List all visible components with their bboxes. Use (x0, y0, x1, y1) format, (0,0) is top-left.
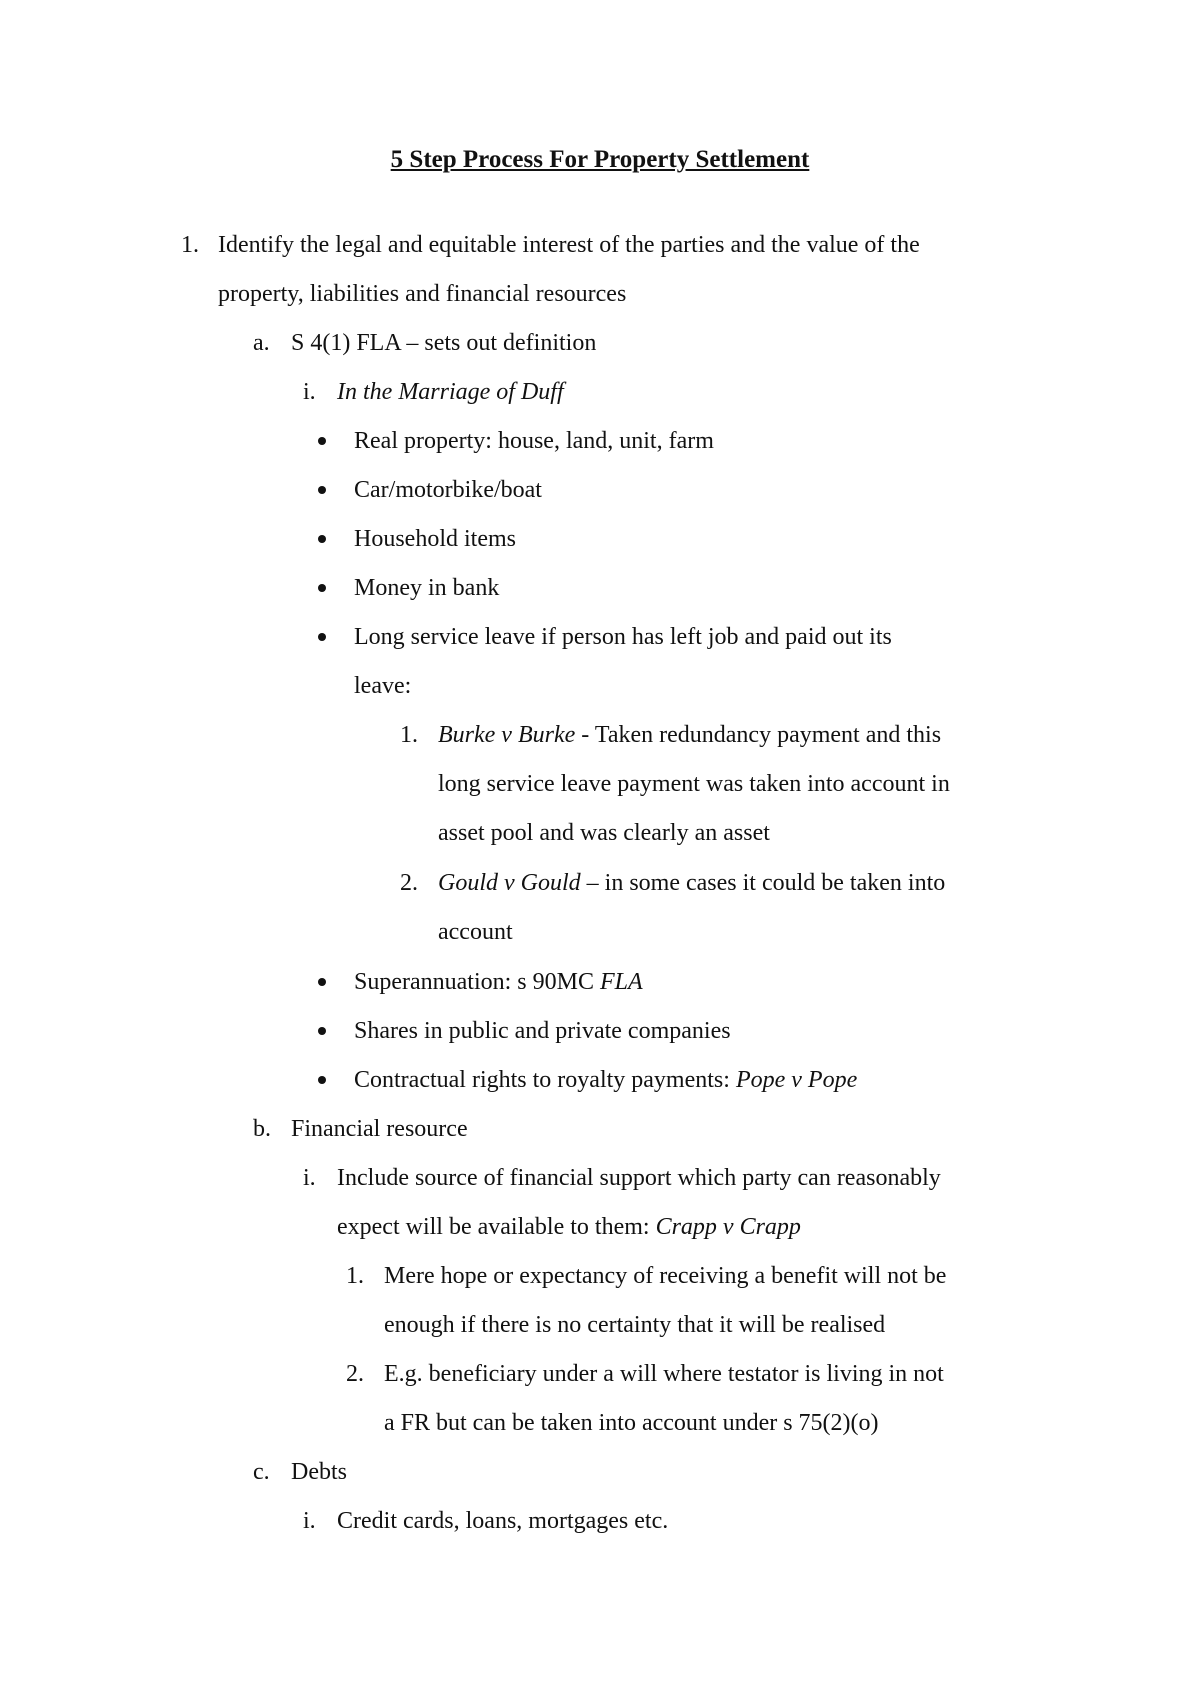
bullet-icon (318, 1027, 326, 1035)
item-b-2-number: 2. (346, 1361, 364, 1387)
step-1-text-line-2: property, liabilities and financial resources (218, 281, 627, 307)
burke-number: 1. (400, 722, 418, 748)
item-b-1-line-2: enough if there is no certainty that it will be realised (384, 1312, 886, 1338)
bullet-icon (318, 978, 326, 986)
superannuation-act: FLA (600, 969, 643, 995)
bullet-icon (318, 633, 326, 641)
bullet-shares: Shares in public and private companies (354, 1018, 731, 1044)
bullet-household: Household items (354, 526, 516, 552)
bullet-icon (318, 486, 326, 494)
gould-line-2: account (438, 919, 513, 945)
burke-line-3: asset pool and was clearly an asset (438, 820, 770, 846)
bullet-icon (318, 584, 326, 592)
gould-line-1 (438, 868, 945, 898)
item-c-i-marker: i. (303, 1508, 316, 1534)
bullet-lsl-line-1: Long service leave if person has left job and paid out its (354, 624, 892, 650)
bullet-car: Car/motorbike/boat (354, 477, 542, 503)
item-b-2-line-1: E.g. beneficiary under a will where testator is living in not (384, 1361, 944, 1387)
item-a-i-marker: i. (303, 379, 316, 405)
item-c-i-text: Credit cards, loans, mortgages etc. (337, 1508, 669, 1534)
bullet-lsl-line-2: leave: (354, 673, 412, 699)
item-c-marker: c. (253, 1459, 270, 1485)
item-b-i-line-1: Include source of financial support which party can reasonably (337, 1165, 941, 1191)
step-1-text-line-1: Identify the legal and equitable interest of the parties and the value of the (218, 232, 920, 258)
item-a-text: S 4(1) FLA – sets out definition (291, 330, 597, 356)
item-b-text: Financial resource (291, 1116, 468, 1142)
item-b-i-marker: i. (303, 1165, 316, 1191)
bullet-money: Money in bank (354, 575, 500, 601)
bullet-icon (318, 1076, 326, 1084)
bullet-icon (318, 437, 326, 445)
item-b-i-line-2 (337, 1212, 801, 1242)
item-b-2-line-2: a FR but can be taken into account under s 75(2)(o) (384, 1410, 879, 1436)
burke-line-2: long service leave payment was taken into account in (438, 771, 950, 797)
burke-separator: - (575, 722, 595, 748)
item-b-1-number: 1. (346, 1263, 364, 1289)
burke-line-1 (438, 720, 941, 750)
bullet-icon (318, 535, 326, 543)
bullet-royalty (354, 1065, 857, 1095)
item-c-text: Debts (291, 1459, 347, 1485)
step-1-number: 1. (181, 232, 199, 258)
item-b-marker: b. (253, 1116, 271, 1142)
item-a-marker: a. (253, 330, 270, 356)
case-burke: Burke v Burke (438, 722, 576, 748)
document-title: 5 Step Process For Property Settlement (390, 146, 810, 173)
bullet-superannuation (354, 967, 643, 997)
gould-text: – in some cases it could be taken into (580, 870, 946, 896)
gould-number: 2. (400, 870, 418, 896)
case-gould: Gould v Gould (438, 870, 581, 896)
burke-text: Taken redundancy payment and this (594, 722, 942, 748)
royalty-text: Contractual rights to royalty payments: (354, 1067, 736, 1093)
item-b-i-text: expect will be available to them: (337, 1214, 656, 1240)
bullet-real-property: Real property: house, land, unit, farm (354, 428, 714, 454)
case-pope: Pope v Pope (735, 1067, 858, 1093)
superannuation-text: Superannuation: s 90MC (354, 969, 600, 995)
case-duff: In the Marriage of Duff (337, 379, 564, 405)
item-b-1-line-1: Mere hope or expectancy of receiving a benefit will not be (384, 1263, 947, 1289)
case-crapp: Crapp v Crapp (655, 1214, 801, 1240)
